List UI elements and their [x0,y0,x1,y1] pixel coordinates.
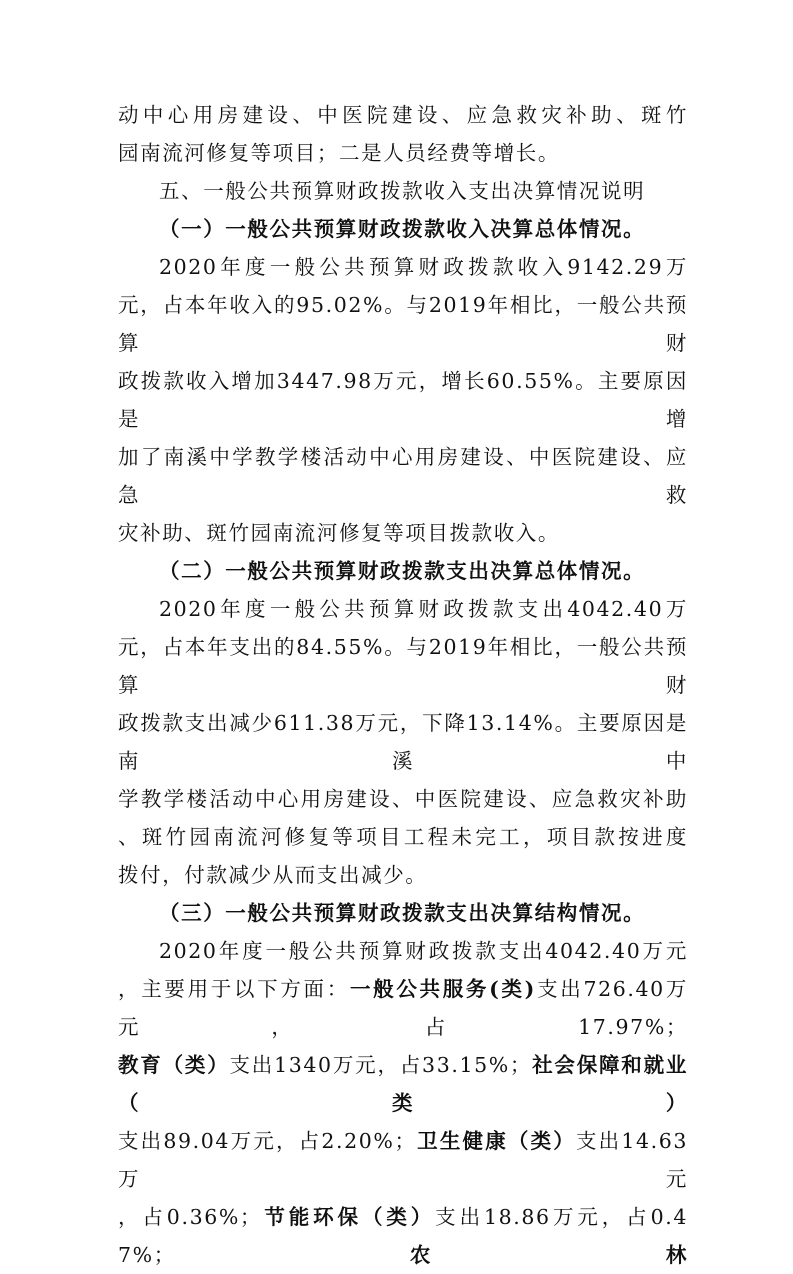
category-name: 一般公共服务(类) [349,977,536,1001]
sub1-line: 政拨款收入增加3447.98万元，增长60.55%。主要原因是增 [118,369,688,431]
sub3-text: ，主要用于以下方面： [118,977,350,1001]
sub2-line: 2020年度一般公共预算财政拨款支出4042.40万 [159,597,688,621]
section-five-title: 五、一般公共预算财政拨款收入支出决算情况说明 [159,179,646,203]
sub2-title: （二）一般公共预算财政拨款支出决算总体情况。 [159,559,646,583]
sub2-line: 拨付，付款减少从而支出减少。 [118,863,428,887]
sub1-line: 灾补助、斑竹园南流河修复等项目拨款收入。 [118,521,560,545]
sub3-text: 支出18.86万元，占0.47%； [118,1205,688,1267]
sub1-body [118,248,688,552]
sub1-line: 2020年度一般公共预算财政拨款收入9142.29万 [159,255,688,279]
sub2-line: 、斑竹园南流河修复等项目工程未完工，项目款按进度 [118,825,688,849]
intro-paragraph [118,96,688,172]
document-page [118,96,688,1274]
sub3-line [118,1046,688,1122]
sub3-text: ，占0.36%； [118,1205,263,1229]
sub3-text: 支出89.04万元，占2.20%； [118,1129,417,1153]
intro-line-2: 园南流河修复等项目；二是人员经费等增长。 [118,141,560,165]
category-name: 教育（类） [118,1053,230,1077]
sub1-line: 元，占本年收入的95.02%。与2019年相比，一般公共预算财 [118,293,688,355]
category-name: 农林 [175,1243,688,1267]
sub1-title: （一）一般公共预算财政拨款收入决算总体情况。 [159,217,646,241]
category-name: 节能环保（类） [262,1205,436,1229]
sub3-text: 2020年度一般公共预算财政拨款支出4042.40万元 [159,939,688,963]
sub1-line: 加了南溪中学教学楼活动中心用房建设、中医院建设、应急救 [118,445,688,507]
sub3-line [118,1198,688,1274]
sub3-text: 支出1340万元，占33.15%； [229,1053,532,1077]
sub3-line [118,932,688,970]
intro-line-1: 动中心用房建设、中医院建设、应急救灾补助、斑竹 [118,103,688,127]
category-name: 社会保障和就业（类） [118,1053,689,1115]
sub2-line: 元，占本年支出的84.55%。与2019年相比，一般公共预算财 [118,635,688,697]
sub3-body [118,932,688,1274]
sub3-title: （三）一般公共预算财政拨款支出决算结构情况。 [159,901,646,925]
sub3-text: 支出14.63万元 [118,1129,689,1191]
category-name: 卫生健康（类） [416,1129,576,1153]
sub3-text: 支出726.40万元，占17.97%； [118,977,688,1039]
sub2-line: 政拨款支出减少611.38万元，下降13.14%。主要原因是南溪中 [118,711,688,773]
sub3-line [118,970,688,1046]
sub3-line [118,1122,688,1198]
sub2-line: 学教学楼活动中心用房建设、中医院建设、应急救灾补助 [118,787,688,811]
sub2-body [118,590,688,894]
